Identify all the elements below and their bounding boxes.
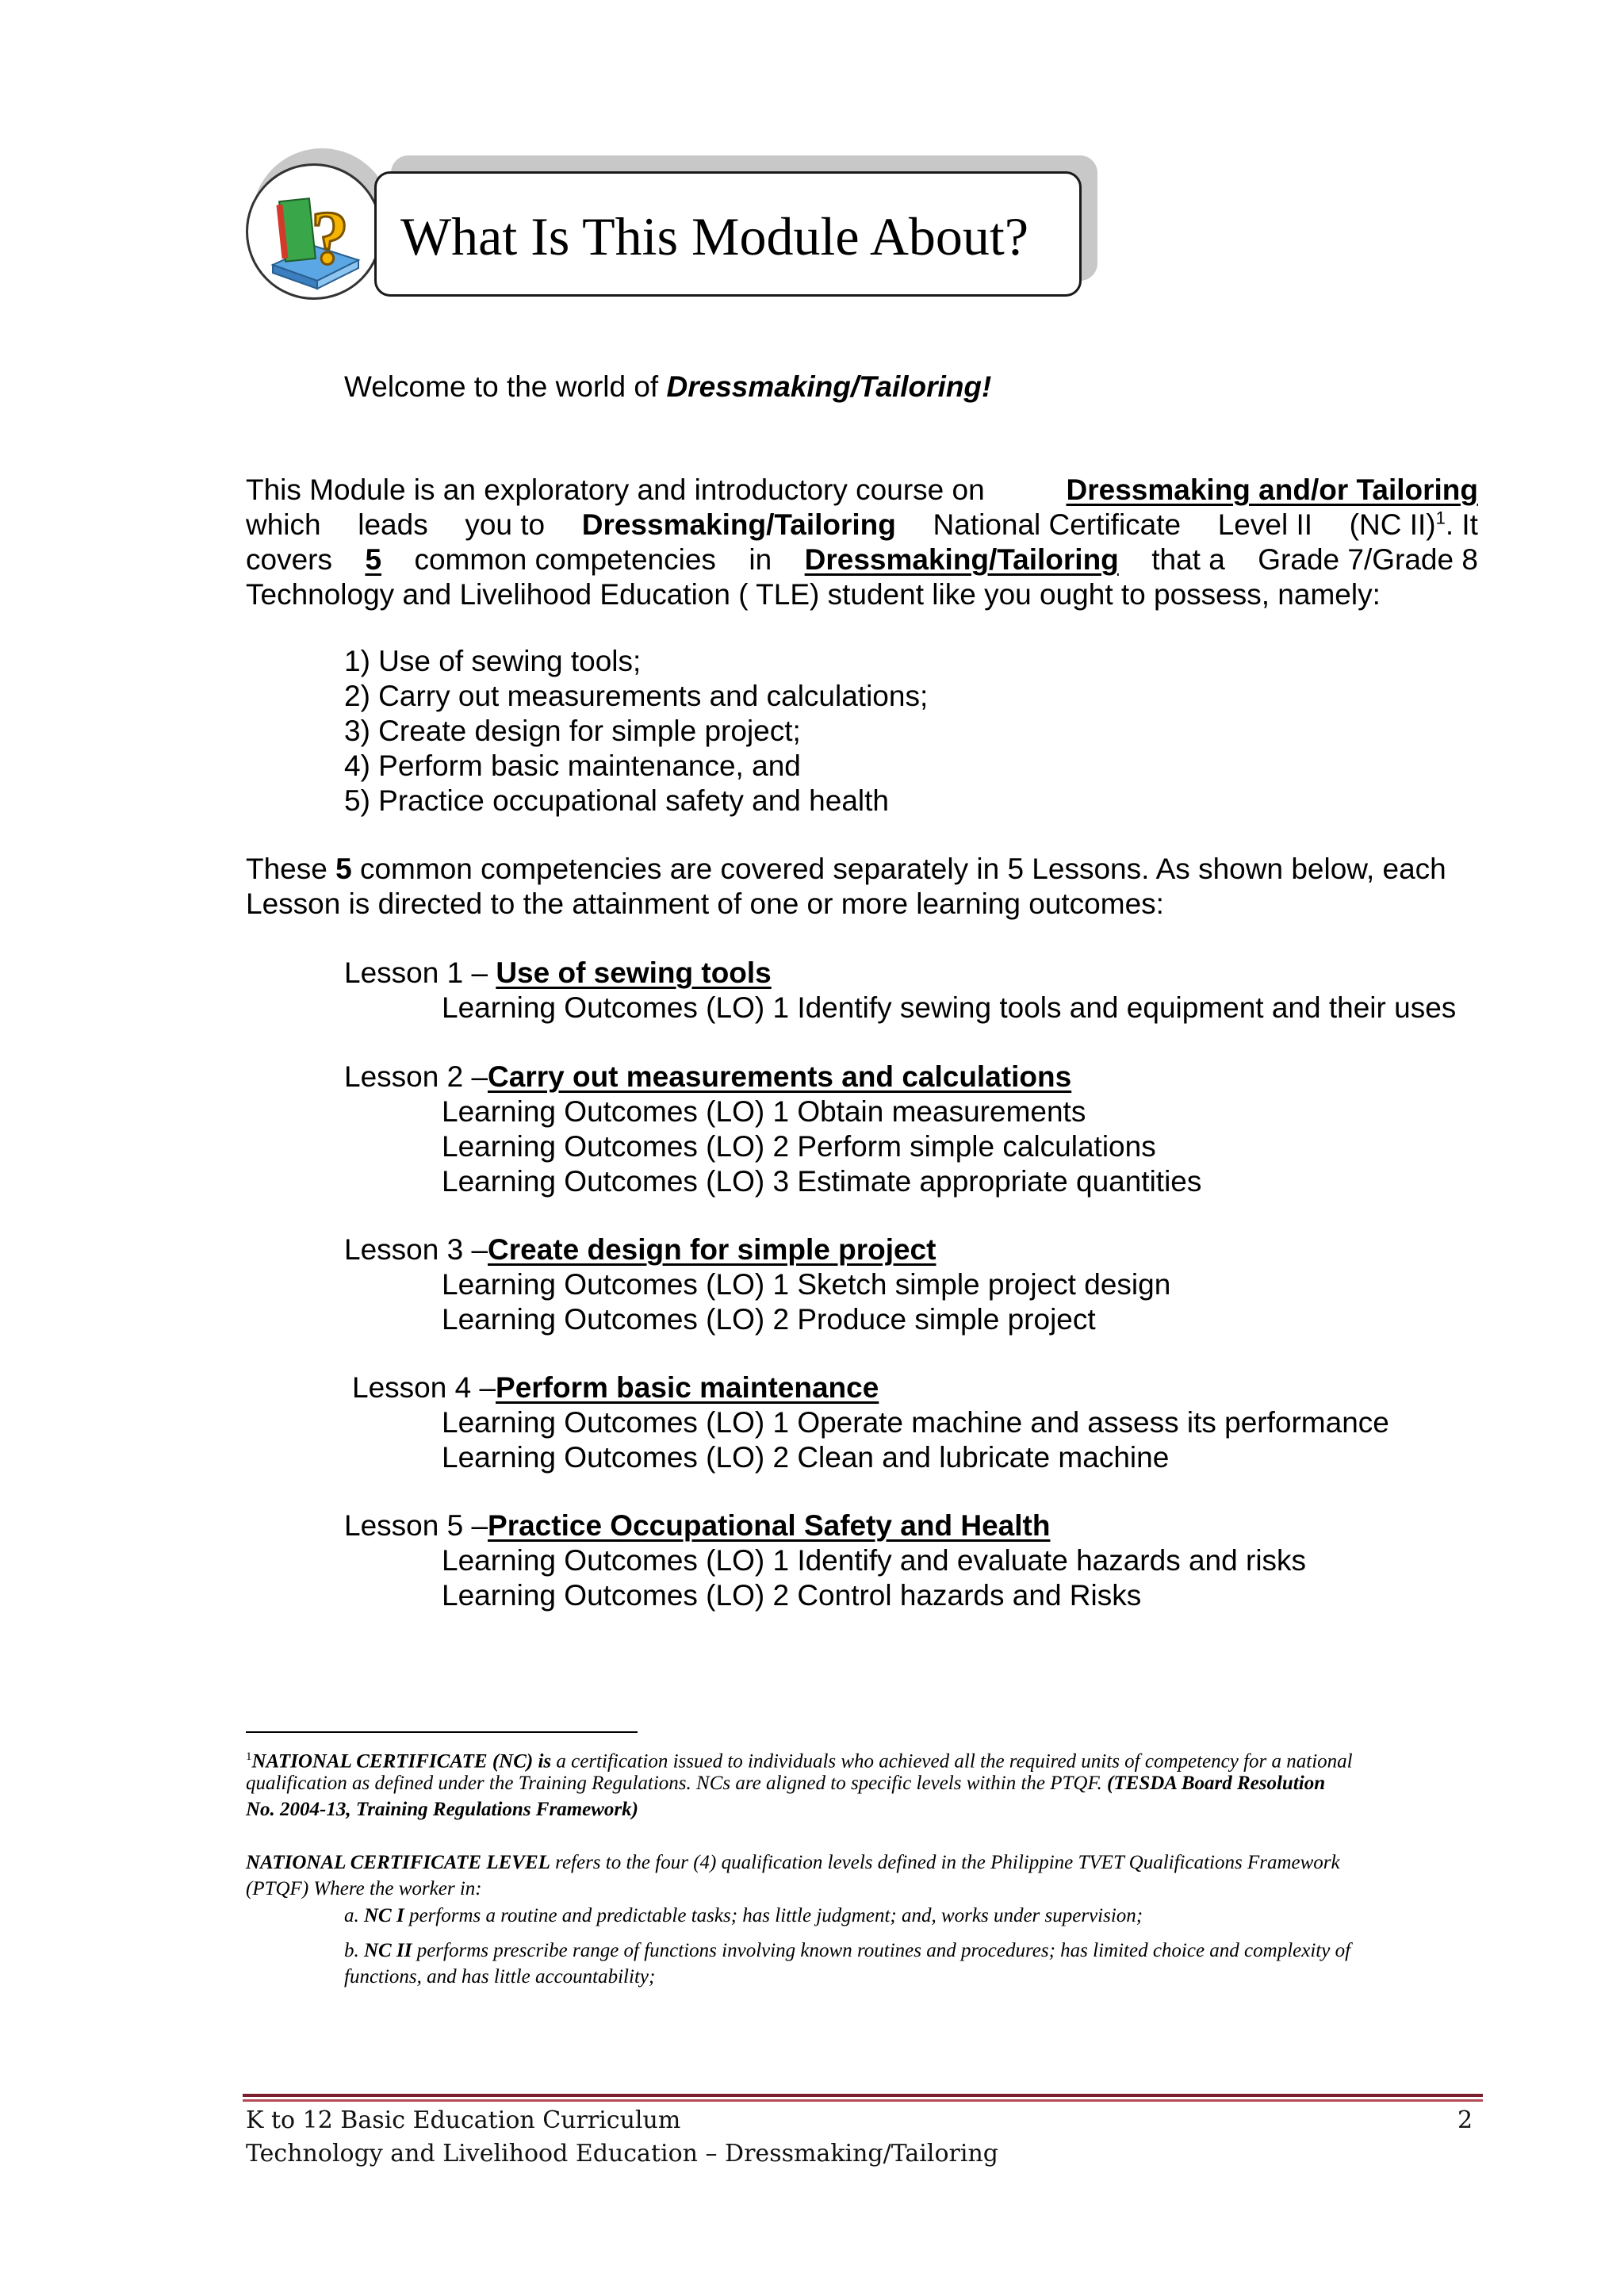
intro-text: that a [1151,543,1225,576]
intro-text: This Module is an exploratory and introductory course on [246,473,985,506]
footnote-2-item-a: a. NC I performs a routine and predictable tasks; has little judgment; and, works under supervision; [344,1905,1143,1926]
intro-text: leads [358,508,428,541]
learning-outcome: Learning Outcomes (LO) 1 Identify sewing tools and equipment and their uses [442,991,1457,1024]
footnote-marker: 1 [1435,508,1446,528]
footnote-2-line-2: (PTQF) Where the worker in: [246,1878,482,1899]
intro-text: Grade 7/Grade 8 [1258,543,1478,576]
footnote-2-item-b: b. NC II performs prescribe range of functions involving known routines and procedures; has limited choice and complexity of [344,1940,1351,1961]
intro-line-2 [246,508,1478,542]
intro-text: which [246,508,321,541]
intro-line-1 [246,473,1478,508]
intro-line-3 [246,542,1478,577]
intro-text: covers [246,543,332,576]
intro-link-text: Dressmaking and/or Tailoring [1066,473,1478,506]
lesson-heading: Lesson 5 –Practice Occupational Safety and Health [344,1509,1051,1542]
learning-outcome: Learning Outcomes (LO) 1 Identify and evaluate hazards and risks [442,1544,1307,1577]
intro-text: Level II [1217,508,1313,541]
footer-divider-secondary [243,2099,1483,2102]
page-title: What Is This Module About? [400,206,1028,266]
svg-text:?: ? [311,195,349,280]
lesson-heading: Lesson 2 –Carry out measurements and calculations [344,1060,1072,1093]
learning-outcome: Learning Outcomes (LO) 2 Clean and lubricate machine [442,1441,1170,1474]
intro-text: common competencies [414,543,716,576]
footnote-1-line-1: $^1$NATIONAL CERTIFICATE (NC) is a certification issued to individuals who achieved all the required units of competency for a national [246,1750,1353,1773]
lesson-heading: Lesson 1 – Use of sewing tools [344,956,772,989]
competency-item: 4) Perform basic maintenance, and [344,749,801,782]
footnote-2-line-1: NATIONAL CERTIFICATE LEVEL refers to the four (4) qualification levels defined in the Philippine TVET Qualifications Framework [246,1852,1340,1873]
learning-outcome: Learning Outcomes (LO) 2 Control hazards and Risks [442,1579,1142,1612]
learning-outcome: Learning Outcomes (LO) 3 Estimate appropriate quantities [442,1165,1202,1198]
lesson-heading: Lesson 3 –Create design for simple project [344,1233,936,1266]
footer-curriculum: K to 12 Basic Education Curriculum [246,2106,681,2134]
intro-line-4: Technology and Livelihood Education ( TLE) student like you ought to possess, namely: [246,578,1381,611]
summary-line-2: Lesson is directed to the attainment of one or more learning outcomes: [246,887,1164,920]
intro-link-text: Dressmaking/Tailoring [804,543,1119,576]
footnote-divider [246,1731,638,1733]
summary-line-1: These 5 common competencies are covered separately in 5 Lessons. As shown below, each [246,853,1446,885]
learning-outcome: Learning Outcomes (LO) 1 Sketch simple project design [442,1268,1171,1301]
intro-count: 5 [365,543,382,576]
footer-subject: Technology and Livelihood Education – Dressmaking/Tailoring [246,2140,998,2168]
learning-outcome: Learning Outcomes (LO) 1 Obtain measurements [442,1095,1086,1128]
footer-divider [243,2094,1483,2097]
nc-ii-ref: (NC II)$^1$. It [1349,508,1478,541]
book-question-mark-icon [259,184,370,295]
intro-text: National Certificate [933,508,1182,541]
welcome-prefix: Welcome to the world of [344,370,667,403]
learning-outcome: Learning Outcomes (LO) 1 Operate machine and assess its performance [442,1406,1389,1439]
welcome-line [344,370,991,404]
learning-outcome: Learning Outcomes (LO) 2 Perform simple calculations [442,1130,1156,1163]
lesson-heading: Lesson 4 –Perform basic maintenance [352,1371,879,1404]
intro-text: in [749,543,772,576]
footnote-2-item-b-continued: functions, and has little accountability; [344,1966,656,1987]
learning-outcome: Learning Outcomes (LO) 2 Produce simple project [442,1303,1096,1336]
competency-item: 2) Carry out measurements and calculations; [344,680,929,712]
welcome-emphasis: Dressmaking/Tailoring! [666,370,992,403]
intro-text: you to [465,508,546,541]
page-number: 2 [1457,2106,1473,2134]
intro-bold-text: Dressmaking/Tailoring [581,508,896,541]
competency-item: 5) Practice occupational safety and health [344,784,889,817]
competency-item: 3) Create design for simple project; [344,715,801,747]
competency-item: 1) Use of sewing tools; [344,645,642,677]
footnote-1-line-3: No. 2004-13, Training Regulations Framework) [246,1799,638,1820]
footnote-1-line-2: qualification as defined under the Training Regulations. NCs are aligned to specific levels within the PTQF. (TESDA Board Resolution [246,1773,1326,1794]
